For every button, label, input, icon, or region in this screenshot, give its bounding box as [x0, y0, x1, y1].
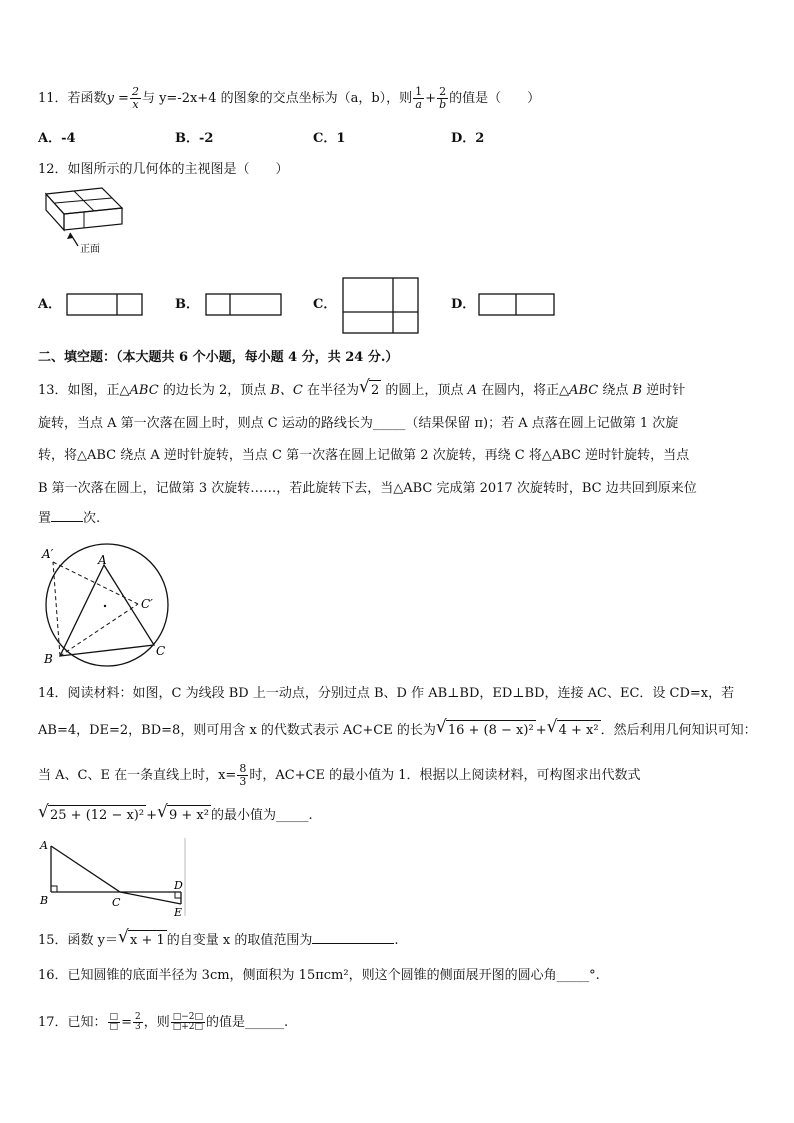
svg-text:A: A [40, 839, 48, 852]
q11-option-c[interactable]: C．1 [313, 131, 346, 146]
front-label: 正面 [80, 244, 100, 255]
sqrt-x-plus-1: √ x + 1 [118, 930, 167, 951]
q12-stem: 12．如图所示的几何体的主视图是（ ） [38, 162, 289, 177]
q16-stem: 16．已知圆锥的底面半径为 3cm，侧面积为 15πcm²，则这个圆锥的侧面展开图的圆心角_____°. [38, 968, 600, 983]
q11-option-d[interactable]: D．2 [451, 131, 485, 146]
fraction-8-over-3: $\frac{8}{3}$ [239, 762, 247, 788]
q13-line-3: 转，将△ABC 绕点 A 逆时针旋转，当点 C 第一次落在圆上记做第 2 次旋转，再绕 C 将△ABC 逆时针旋转，当点 [38, 448, 690, 463]
q12-option-d-figure[interactable] [478, 293, 556, 317]
svg-text:C′: C′ [141, 597, 153, 611]
q12-solid-figure [44, 186, 134, 256]
q14-segment-figure [34, 836, 194, 920]
q15-stem: 15．函数 y＝√ x + 1 的自变量 x 的取值范围为 . [38, 930, 399, 951]
svg-text:A: A [98, 553, 107, 567]
svg-text:D: D [174, 879, 183, 892]
sqrt-25-plus: √ 25 + (12 − x)² [38, 805, 146, 826]
svg-text:C: C [112, 896, 121, 909]
q14-line-2: AB=4，DE=2，BD=8，则可用含 x 的代数式表示 AC+CE 的长为√ 16 + (8 − x)² +√ 4 + x² ．然后利用几何知识可知： [38, 720, 757, 741]
q12-option-c[interactable]: C． [313, 297, 337, 312]
q12-option-a[interactable]: A． [38, 297, 62, 312]
q13-answer-blank[interactable] [51, 521, 83, 522]
q12-option-a-figure[interactable] [66, 293, 144, 317]
svg-text:E: E [174, 906, 183, 919]
sqrt-2: √ 2 [359, 380, 381, 401]
q11-fraction-1-over-a: $\frac{1}{a}$ [415, 85, 423, 111]
q17-fraction-2: $\frac{2}{3}$ [134, 1012, 141, 1032]
q11-option-b[interactable]: B．-2 [175, 131, 214, 146]
q11-option-a[interactable]: A．-4 [38, 131, 76, 146]
q17-fraction-1: $\frac{□}{□}$ [109, 1012, 119, 1032]
svg-text:B: B [44, 652, 53, 666]
q14-line-1: 14．阅读材料：如图，C 为线段 BD 上一动点，分别过点 B、D 作 AB⊥BD，ED⊥BD，连接 AC、EC．设 CD=x，若 [38, 686, 735, 701]
sqrt-4-plus: √ 4 + x² [547, 720, 601, 741]
q13-circle-figure [34, 542, 184, 672]
q13-line-1: 13．如图，正△ABC 的边长为 2，顶点 B、C 在半径为√ 2 的圆上，顶点 A 在圆内，将正△ABC 绕点 B 逆时针 [38, 380, 685, 401]
q13-line-4: B 第一次落在圆上，记做第 3 次旋转……，若此旋转下去，当△ABC 完成第 2017 次旋转时，BC 边共回到原来位 [38, 481, 697, 496]
q15-answer-blank[interactable] [312, 943, 394, 944]
sqrt-16-plus: √ 16 + (8 − x)² [436, 720, 536, 741]
section-heading: 二、填空题：（本大题共 6 个小题，每小题 4 分，共 24 分.） [38, 350, 399, 365]
q11-fraction-2-over-x: $\frac{2}{x}$ [131, 85, 139, 111]
svg-text:B: B [40, 894, 49, 907]
svg-text:C: C [156, 644, 166, 658]
q12-option-d[interactable]: D． [451, 297, 476, 312]
q12-option-b[interactable]: B． [175, 297, 199, 312]
q13-line-2: 旋转，当点 A 第一次落在圆上时，则点 C 运动的路线长为_____（结果保留 π)；若 A 点落在圆上记做第 1 次旋 [38, 416, 679, 431]
q12-option-b-figure[interactable] [205, 293, 283, 317]
q11-number: 11． [38, 91, 68, 106]
q17-stem: 17．已知： $\frac{□}{□}$ = $\frac{2}{3}$ ，则 $\frac{□-2□}{□+2□}$ 的值是______. [38, 1012, 289, 1032]
q11-fraction-2-over-b: $\frac{2}{b}$ [439, 85, 447, 111]
q13-line-5: 置 次. [38, 511, 101, 526]
sqrt-9-plus: √ 9 + x² [157, 805, 211, 826]
svg-text:A′: A′ [42, 547, 54, 561]
q14-line-3: 当 A、C、E 在一条直线上时，x= $\frac{8}{3}$ 时，AC+CE 的最小值为 1．根据以上阅读材料，可构图求出代数式 [38, 762, 641, 788]
q17-fraction-3: $\frac{□-2□}{□+2□}$ [172, 1012, 203, 1032]
q12-option-c-figure[interactable] [342, 277, 420, 335]
q14-line-4: √ 25 + (12 − x)² +√ 9 + x² 的最小值为_____. [38, 805, 313, 826]
q11-stem: 11．若函数y = $\frac{2}{x}$ 与 y=-2x+4 的图象的交点坐标为（a，b），则 $\frac{1}{a}$ + $\frac{2}{b}$ 的值是（ ） [38, 85, 541, 111]
